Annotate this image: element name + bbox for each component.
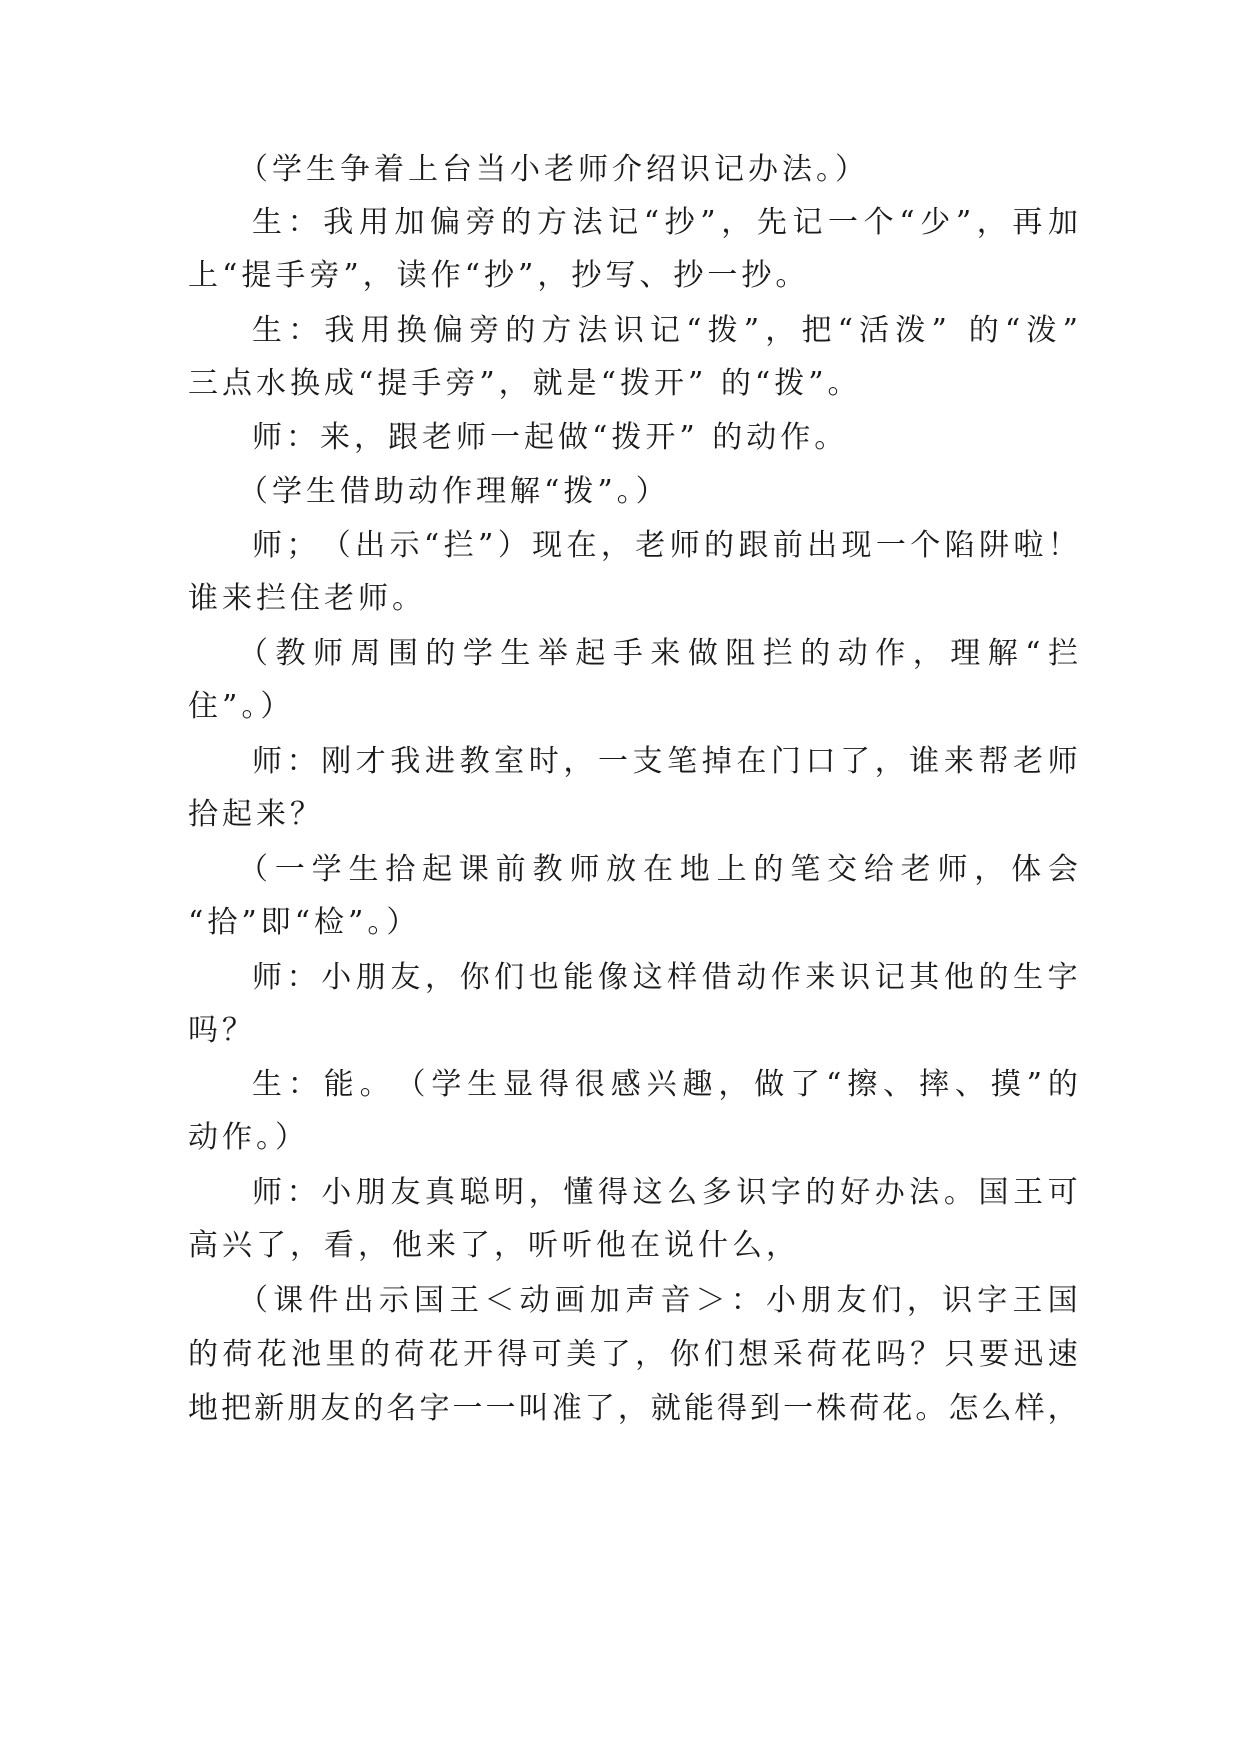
text-line: （ 一 学 生 拾 起 课 前 教 师 放 在 地 上 的 笔 交 给 老 师 ， 体 会: [238, 852, 1078, 887]
text-line: 师 ： 小 朋 友 真 聪 明 ， 懂 得 这 么 多 识 字 的 好 办 法 。 国 王 可: [252, 1175, 1078, 1210]
text-line: 的 荷 花 池 里 的 荷 花 开 得 可 美 了 ， 你 们 想 采 荷 花 吗 ？ 只 要 迅 速: [188, 1337, 1078, 1372]
text-line: 师 ： 小 朋 友 ， 你 们 也 能 像 这 样 借 动 作 来 识 记 其 他 的 生 字: [252, 960, 1078, 995]
text-line: 三点水换成“提手旁”，就是“拨开” 的“拨”。: [188, 366, 862, 401]
text-line: 高兴了，看，他来了，听听他在说什么，: [188, 1228, 800, 1263]
text-line: 吗？: [188, 1013, 256, 1048]
text-line: 师：来，跟老师一起做“拨开” 的动作。: [252, 420, 849, 455]
text-line: （学生借助动作理解“拨”。）: [238, 474, 670, 509]
text-line: （ 教 师 周 围 的 学 生 举 起 手 来 做 阻 拦 的 动 作 ， 理 解 “ 拦: [238, 636, 1078, 671]
text-line: 上“提手旁”，读作“抄”，抄写、抄一抄。: [188, 258, 810, 293]
text-line: 师 ： 刚 才 我 进 教 室 时 ， 一 支 笔 掉 在 门 口 了 ， 谁 来 帮 老 师: [252, 744, 1078, 779]
text-line: 生 ： 能 。 （ 学 生 显 得 很 感 兴 趣 ， 做 了 “ 擦 、 摔 、 摸 ” 的: [252, 1067, 1078, 1102]
text-line: 拾起来？: [188, 797, 324, 832]
text-line: “拾”即“检”。）: [188, 905, 421, 940]
text-line: 地 把 新 朋 友 的 名 字 一 一 叫 准 了 ， 就 能 得 到 一 株 荷 花 。 怎 么 样 ，: [188, 1391, 1078, 1426]
text-line: 生 ： 我 用 加 偏 旁 的 方 法 记 “ 抄 ” ， 先 记 一 个 “ 少 ” ， 再 加: [252, 205, 1078, 240]
text-line: 动作。）: [188, 1120, 309, 1155]
text-line: （学生争着上台当小老师介绍识记办法。）: [238, 152, 869, 187]
text-line: （ 课 件 出 示 国 王 ＜ 动 画 加 声 音 ＞ ： 小 朋 友 们 ， 识 字 王 国: [238, 1283, 1078, 1318]
text-line: 师 ； （ 出 示 “ 拦 ” ） 现 在 ， 老 师 的 跟 前 出 现 一 个 陷 阱 啦 ！: [252, 528, 1078, 563]
text-line: 住”。）: [188, 689, 295, 724]
text-line: 谁来拦住老师。: [188, 581, 426, 616]
text-line: 生 ： 我 用 换 偏 旁 的 方 法 识 记 “ 拨 ” ， 把 “ 活 泼 ” 的 “ 泼 ”: [252, 313, 1078, 348]
